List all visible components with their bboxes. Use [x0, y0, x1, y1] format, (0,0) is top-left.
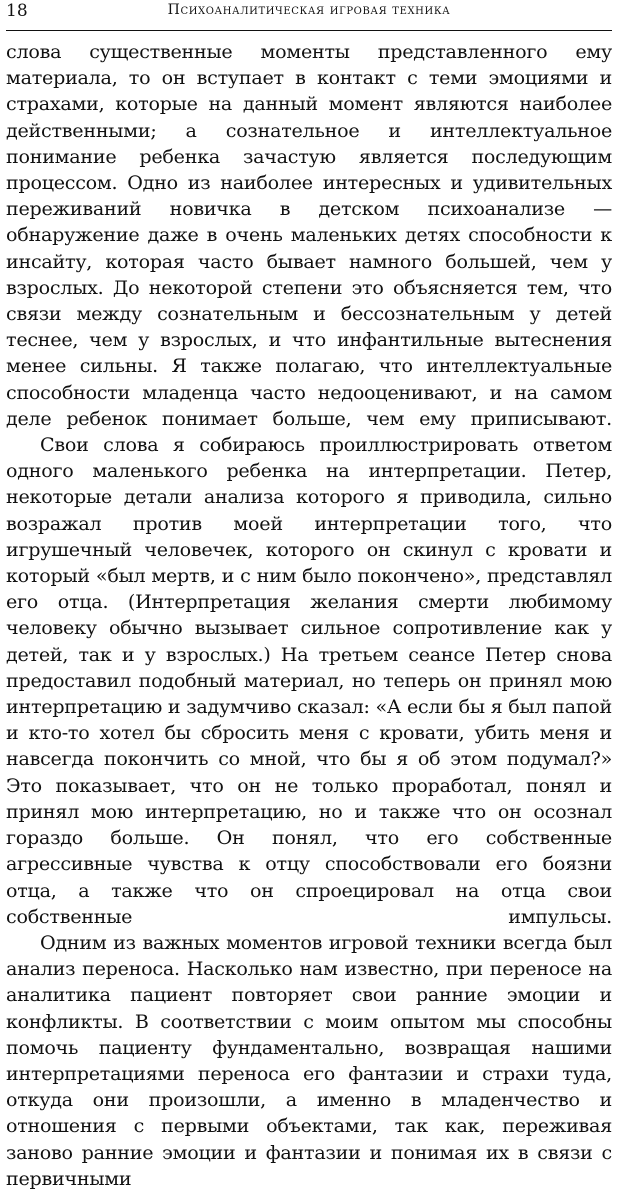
paragraph: Свои слова я собираюсь проиллюстрировать ответом одного маленького ребенка на интерпретации. Петер, некоторые детали анализа которого я приводила, сильно возражал против моей интерпретации того, что игрушечный человечек, которого он скинул с кровати и который «был мертв, и с ним было покончено», представлял его отца. (Интерпретация желания смерти любимому человеку обычно вызывает сильное сопротивление как у детей, так и у взрослых.) На третьем сеансе Петер снова предоставил подобный материал, но теперь он принял мою интерпретацию и задумчиво сказал: «А если бы я был папой и кто-то хотел бы сбросить меня с кровати, убить меня и навсегда покончить со мной, что бы я об этом подумал?» Это показывает, что он не только проработал, понял и принял мою интерпретацию, но и также что он осознал гораздо больше. Он понял, что его собственные агрессивные чувства к отцу способствовали его боязни отца, а также что он спроецировал на отца свои собственные импульсы. — [6, 433, 612, 928]
paragraph: Одним из важных моментов игровой техники всегда был анализ переноса. Насколько нам известно, при переносе на аналитика пациент повторяет свои ранние эмоции и конфликты. В соответствии с моим опытом мы способны помочь пациенту фундаментально, возвращая нашими интерпретациями переноса его фантазии и страхи туда, откуда они произошли, а именно в младенчество и отношения с первыми объектами, так как, переживая заново ранние эмоции и фантазии и понимая их в связи с первичными — [6, 930, 612, 1190]
running-title: Психоаналитическая игровая техника — [167, 2, 451, 18]
header-rule — [6, 30, 612, 31]
paragraph: слова существенные моменты представленного ему материала, то он вступает в контакт с теми эмоциями и страхами, которые на данный момент являются наиболее действенными; а сознательное и интеллектуальное понимание ребенка зачастую является последующим процессом. Одно из наиболее интересных и удивительных переживаний новичка в детском психоанализе — обнаружение даже в очень маленьких детях способности к инсайту, которая часто бывает намного большей, чем у взрослых. До некоторой степени это объясняется тем, что связи между сознательным и бессознательным у детей теснее, чем у взрослых, и что инфантильные вытеснения менее сильны. Я также полагаю, что интеллектуальные способности младенца часто недооценивают, и на самом деле ребенок понимает больше, чем ему приписывают. — [6, 40, 612, 430]
page-number: 18 — [6, 1, 28, 21]
body-text — [6, 39, 612, 1192]
page-header — [6, 0, 612, 24]
